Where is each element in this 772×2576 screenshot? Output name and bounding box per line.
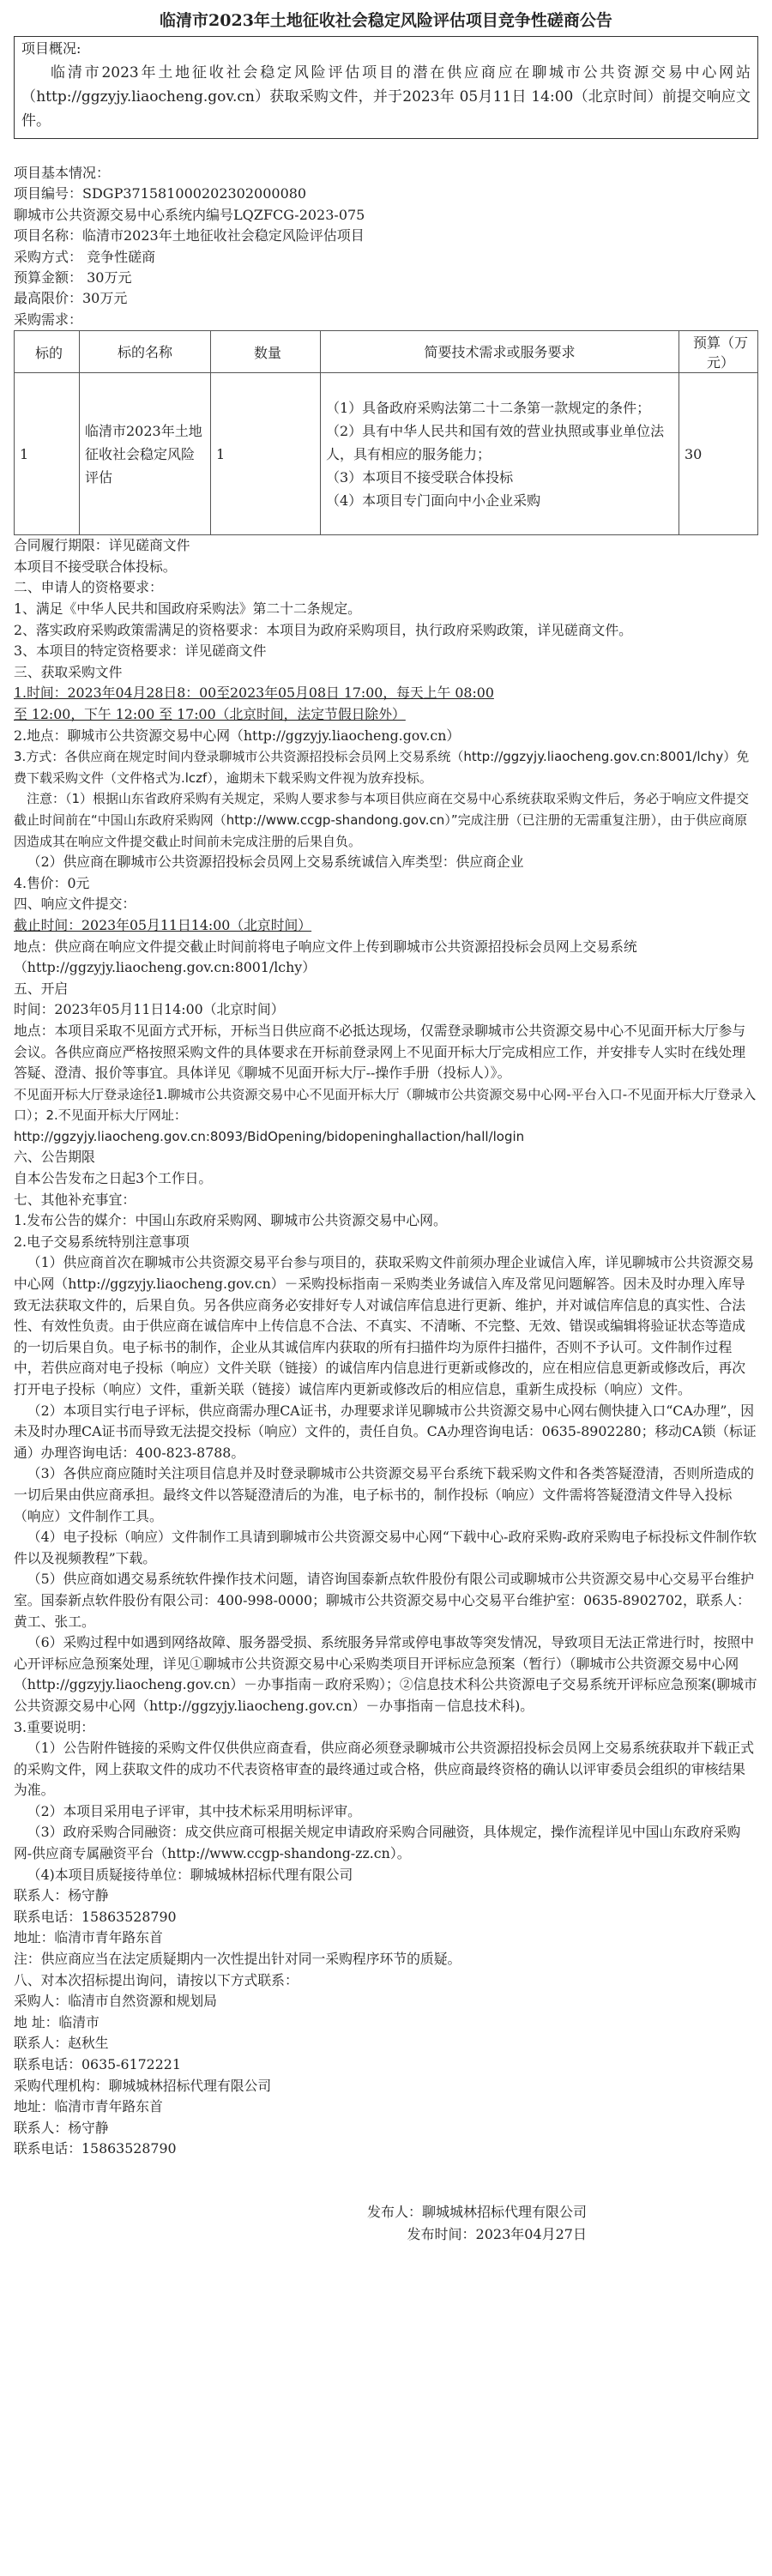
project-overview-box [14, 36, 758, 139]
note-registration: 注意：（1）根据山东省政府采购有关规定，采购人要求参与本项目供应商在交易中心系统获取采购文件后，务必于响应文件提交截止时间前在“中国山东政府采购网（http://www.ccgp-shandong.gov.cn）”完成注册（已注册的无需重复注册），由于供应商原因造成其在响应文件提交截止时间前未完成注册的后果自负。 [14, 791, 750, 849]
row-tech-requirements [321, 373, 679, 535]
subsection-heading: 2.电子交易系统特别注意事项 [14, 1233, 190, 1250]
table-header-row [15, 331, 758, 373]
tech-requirement: （4）本项目专门面向中小企业采购 [326, 492, 541, 509]
section-heading: 四、响应文件提交： [14, 896, 136, 913]
requirements-table [14, 330, 758, 535]
price: 4.售价：0元 [14, 874, 90, 891]
internal-number: 聊城市公共资源交易中心系统内编号LQZFCG-2023-075 [14, 206, 365, 223]
overview-text: 临清市2023年土地征收社会稳定风险评估项目的潜在供应商应在聊城市公共资源交易中心网站（http://ggzyjy.liaocheng.gov.cn）获取采购文件，并于2023年 05月11日 14:00（北京时间）前提交响应文件。 [21, 64, 751, 130]
row-item-name: 临清市2023年土地征收社会稳定风险评估 [80, 373, 211, 535]
agency: 采购代理机构：聊城城林招标代理有限公司 [14, 2077, 272, 2094]
qualification-item: 1、满足《中华人民共和国政府采购法》第二十二条规定。 [14, 600, 361, 618]
agency-contact: 联系人：杨守静 [14, 2119, 109, 2136]
opening-location: 地点：本项目采取不见面方式开标，开标当日供应商不必抵达现场，仅需登录聊城市公共资源交易中心不见面开标大厅参与会议。各供应商应严格按照采购文件的具体要求在开标前登录网上不见面开标大厅完成相应工作，并安排专人实时在线处理答疑、澄清、报价等事宜。具体详见《聊城不见面开标大厅--操作手册（投标人）》。 [14, 1022, 746, 1082]
section-heading: 六、公告期限 [14, 1149, 95, 1166]
requirements-label: 采购需求： [14, 311, 83, 328]
info-heading: 项目基本情况： [14, 165, 111, 181]
important-note: （1）公告附件链接的采购文件仅供供应商查看，供应商必须登录聊城市公共资源招投标会员网上交易系统获取并下载正式的采购文件，网上获取文件的成功不代表资格审查的最终通过或合格，供应商最终资格的确认以评审委员会组织的审核结果为准。 [14, 1740, 755, 1799]
purchaser-address: 地 址：临清市 [14, 2013, 100, 2030]
signature-block [14, 2201, 758, 2246]
no-consortium: 本项目不接受联合体投标。 [14, 558, 177, 575]
row-index: 1 [15, 373, 80, 535]
overview-label: 项目概况: [21, 40, 81, 57]
subsection-heading: 3.重要说明： [14, 1718, 95, 1735]
publisher: 发布人：聊城城林招标代理有限公司 [366, 2203, 587, 2220]
purchaser: 采购人：临清市自然资源和规划局 [14, 1993, 217, 2010]
table-header: 预算（万元） [679, 331, 758, 373]
project-basic-info [14, 163, 758, 330]
opening-time: 时间：2023年05月11日14:00（北京时间） [14, 1001, 285, 1018]
contact-phone: 联系电话：15863528790 [14, 1908, 177, 1925]
system-note: （6）采购过程中如遇到网络故障、服务器受损、系统服务异常或停电事故等突发情况，导致项目无法正常进行时，按照中心开评标应急预案处理，详见①聊城市公共资源交易中心采购类项目开评标应急预案（暂行）（聊城市公共资源交易中心网（http://ggzyjy.liaocheng.gov.cn）－办事指南－政府采购）；②信息技术科公共资源电子交易系统开评标应急预案(聊城市公共资源交易中心网（http://ggzyjy.liaocheng.gov.cn）－办事指南－信息技术科)。 [14, 1634, 757, 1714]
obtain-method: 3.方式：各供应商在规定时间内登录聊城市公共资源招投标会员网上交易系统（http://ggzyjy.liaocheng.gov.cn:8001/lchy）免费下载采购文件（文件格式为.lczf），逾期未下载采购文件视为放弃投标。 [14, 749, 750, 786]
table-header: 数量 [211, 331, 321, 373]
contact-address: 地址：临清市青年路东首 [14, 1929, 163, 1946]
section-heading: 五、开启 [14, 980, 69, 997]
important-note: （2）本项目采用电子评审，其中技术标采用明标评审。 [27, 1802, 361, 1819]
page-title: 临清市2023年土地征收社会稳定风险评估项目竞争性磋商公告 [160, 11, 612, 30]
announcement-body [14, 535, 758, 2201]
publish-time: 发布时间：2023年04月27日 [407, 2225, 587, 2242]
tech-requirement: （1）具备政府采购法第二十二条第一款规定的条件； [326, 399, 651, 416]
project-number: 项目编号：SDGP371581000202302000080 [14, 185, 307, 202]
table-header: 简要技术需求或服务要求 [321, 331, 679, 373]
row-budget: 30 [679, 373, 758, 535]
row-quantity: 1 [211, 373, 321, 535]
publish-media: 1.发布公告的媒介：中国山东政府采购网、聊城市公共资源交易中心网。 [14, 1212, 447, 1229]
table-header: 标的名称 [80, 331, 211, 373]
hall-login-url[interactable]: http://ggzyjy.liaocheng.gov.cn:8093/BidOpening/bidopeninghallaction/hall/login [14, 1128, 525, 1144]
obtain-location: 2.地点：聊城市公共资源交易中心网（http://ggzyjy.liaocheng.gov.cn） [14, 727, 461, 744]
system-note: （4）电子投标（响应）文件制作工具请到聊城市公共资源交易中心网“下载中心-政府采购-政府采购电子标投标文件制作软件以及视频教程”下载。 [14, 1529, 757, 1566]
note-credit-type: （2）供应商在聊城市公共资源招投标会员网上交易系统诚信入库类型：供应商企业 [27, 854, 524, 871]
agency-phone: 联系电话：15863528790 [14, 2140, 177, 2157]
section-heading: 二、申请人的资格要求： [14, 579, 163, 596]
submission-deadline: 截止时间：2023年05月11日14:00（北京时间） [14, 916, 312, 933]
section-heading: 八、对本次招标提出询问，请按以下方式联系： [14, 1971, 299, 1988]
contract-period: 合同履行期限：详见磋商文件 [14, 537, 190, 554]
table-row [15, 373, 758, 535]
purchaser-contact: 联系人：赵秋生 [14, 2035, 109, 2052]
system-note: （2）本项目实行电子评标，供应商需办理CA证书，办理要求详见聊城市公共资源交易中心网右侧快捷入口“CA办理”，因未及时办理CA证书而导致无法提交投标（响应）文件的，责任自负。CA办理咨询电话：0635-8902280；移动CA锁（标证通）办理咨询电话：400-823-8788。 [14, 1402, 757, 1461]
important-note: （3）政府采购合同融资：成交供应商可根据关规定申请政府采购合同融资，具体规定，操作流程详见中国山东政府采购网-供应商专属融资平台（http://www.ccgp-shandong-zz.cn）。 [14, 1824, 741, 1862]
purchaser-phone: 联系电话：0635-6172221 [14, 2056, 181, 2072]
obtain-time-cont: 至 12:00，下午 12:00 至 17:00（北京时间，法定节假日除外） [14, 706, 406, 722]
section-heading: 三、获取采购文件 [14, 663, 123, 680]
hall-login-path: 不见面开标大厅登录途径1.聊城市公共资源交易中心不见面开标大厅（聊城市公共资源交易中心网-平台入口-不见面开标大厅登录入口）；2.不见面开标大厅网址： [14, 1086, 757, 1124]
system-note: （1）供应商首次在聊城市公共资源交易平台参与项目的，获取采购文件前须办理企业诚信入库，详见聊城市公共资源交易中心网（http://ggzyjy.liaocheng.gov.cn）－采购投标指南－采购类业务诚信入库及常见问题解答。因未及时办理入库导致无法获取文件的，后果自负。另各供应商务必安排好专人对诚信库信息进行更新、维护，并对诚信库信息的真实性、合法性、有效性负责。由于供应商在诚信库中上传信息不合法、不真实、不清晰、不完整、无效、错误或编辑将验证状态等造成的一切后果自负。电子标书的制作，企业从其诚信库内获取的所有扫描件均为原件扫描件，否则不予认可。文件制作过程中，若供应商对电子投标（响应）文件关联（链接）的诚信库内信息进行更新或修改的，应在相应信息更新或修改后，再次打开电子投标（响应）文件，重新关联（链接）诚信库内更新或修改后的相应信息，重新生成投标（响应）文件。 [14, 1254, 755, 1397]
budget-amount: 预算金额： 30万元 [14, 269, 132, 287]
qualification-item: 3、本项目的特定资格要求：详见磋商文件 [14, 642, 267, 660]
inquiry-notice: 注：供应商应当在法定质疑期内一次性提出针对同一采购程序环节的质疑。 [14, 1951, 461, 1968]
table-header: 标的 [15, 331, 80, 373]
agency-address: 地址：临清市青年路东首 [14, 2098, 163, 2115]
procurement-method: 采购方式： 竞争性磋商 [14, 248, 156, 265]
system-note: （5）供应商如遇交易系统软件操作技术问题，请咨询国泰新点软件股份有限公司或聊城市公共资源交易中心交易平台维护室。国泰新点软件股份有限公司：400-998-0000；聊城市公共资源交易中心交易平台维护室：0635-8902702，联系人：黄工、张工。 [14, 1571, 755, 1630]
submission-location: 地点：供应商在响应文件提交截止时间前将电子响应文件上传到聊城市公共资源招投标会员网上交易系统（http://ggzyjy.liaocheng.gov.cn:8001/lchy） [14, 938, 637, 976]
obtain-time: 1.时间：2023年04月28日8：00至2023年05月08日 17:00，每天上午 08:00 [14, 685, 494, 702]
contact-person: 联系人：杨守静 [14, 1887, 109, 1904]
project-name: 项目名称：临清市2023年土地征收社会稳定风险评估项目 [14, 227, 365, 244]
max-price: 最高限价：30万元 [14, 290, 128, 307]
notice-period: 自本公告发布之日起3个工作日。 [14, 1170, 213, 1187]
inquiry-unit: （4)本项目质疑接待单位：聊城城林招标代理有限公司 [27, 1866, 353, 1883]
system-note: （3）各供应商应随时关注项目信息并及时登录聊城市公共资源交易平台系统下载采购文件和各类答疑澄清，否则所造成的一切后果由供应商承担。最终文件以答疑澄清后的为准，电子标书的，制作投标（响应）文件需将答疑澄清文件导入投标（响应）文件制作工具。 [14, 1465, 755, 1524]
section-heading: 七、其他补充事宜： [14, 1191, 136, 1208]
spacer [14, 2160, 758, 2181]
tech-requirement: （2）具有中华人民共和国有效的营业执照或事业单位法人，具有相应的服务能力； [326, 422, 665, 462]
qualification-item: 2、落实政府采购政策需满足的资格要求：本项目为政府采购项目，执行政府采购政策，详见磋商文件。 [14, 621, 632, 638]
spacer [14, 2181, 758, 2201]
announcement-page [9, 0, 763, 2246]
tech-requirement: （3）本项目不接受联合体投标 [326, 468, 514, 486]
